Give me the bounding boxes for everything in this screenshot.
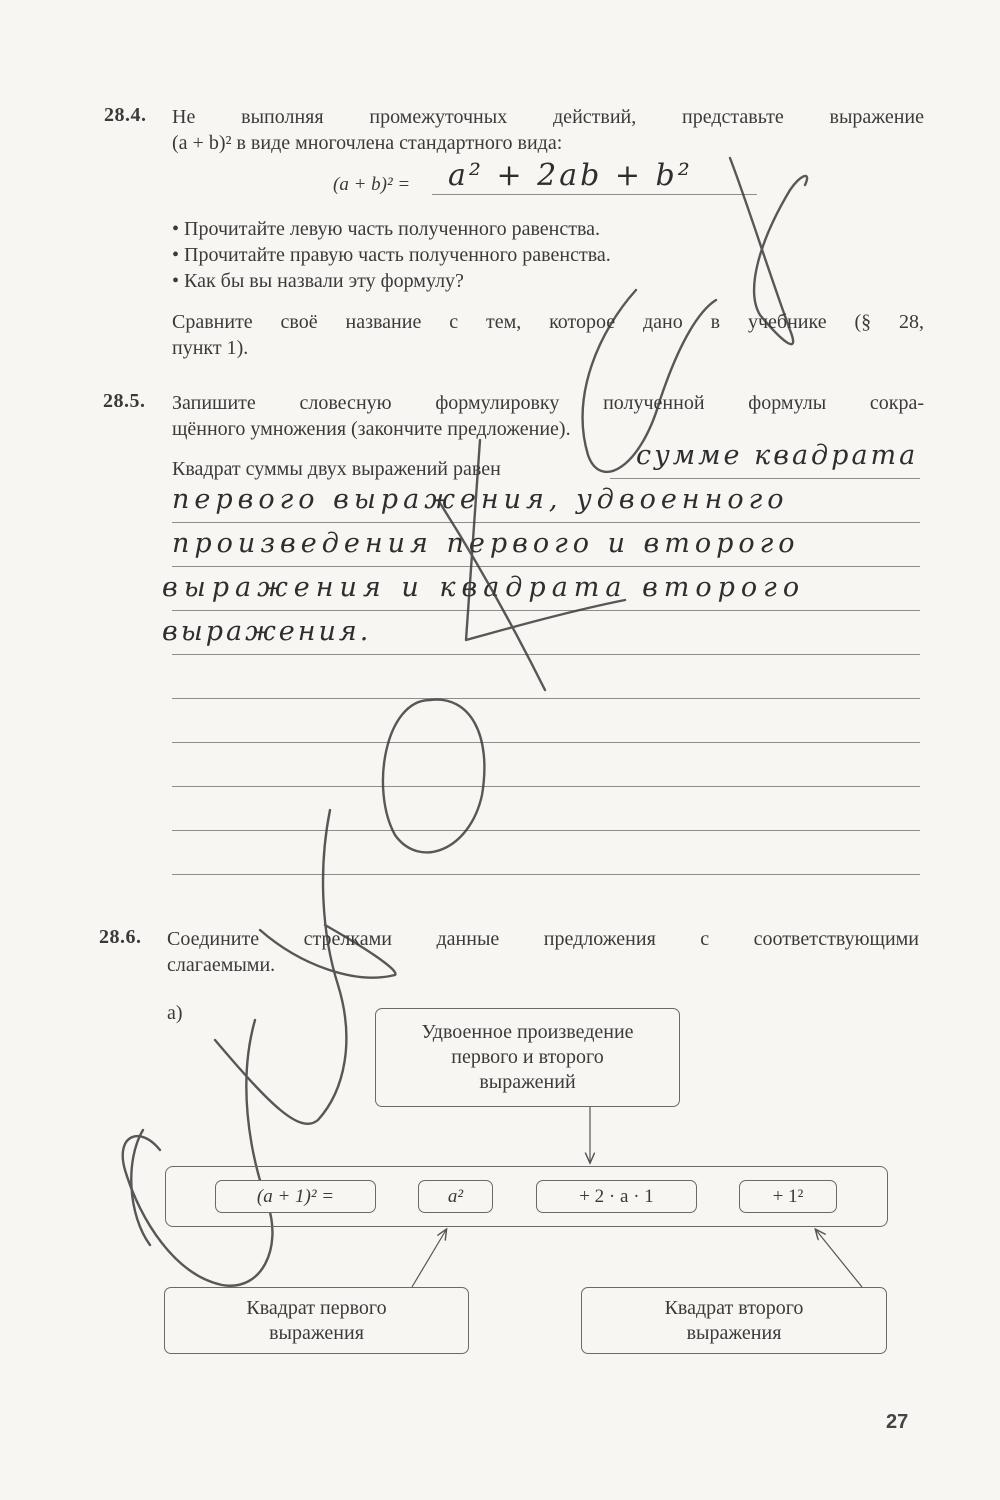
bullet-1: • Прочитайте левую часть полученного равенства. bbox=[172, 218, 601, 240]
overlay-stroke-7 bbox=[260, 925, 395, 978]
overlay-stroke-5 bbox=[383, 700, 484, 853]
box-double-product-line1: Удвоенное произведение bbox=[421, 1021, 634, 1043]
exercise-28-6-task-line2: слагаемыми. bbox=[167, 954, 276, 976]
exercise-28-5-task-line1: Запишите словесную формулировку полученной формулы сокра- bbox=[172, 392, 924, 414]
arrow-second-square bbox=[816, 1230, 862, 1287]
overlay-stroke-9 bbox=[131, 1130, 150, 1245]
part-label-a: а) bbox=[167, 1002, 183, 1024]
handwritten-line-1: сумме квадрата bbox=[636, 440, 919, 471]
formula-left-side: (a + b)² = bbox=[333, 174, 411, 195]
box-double-product-line2: первого и второго bbox=[451, 1046, 604, 1068]
handwritten-answer-28-4: a² + 2ab + b² bbox=[448, 158, 693, 193]
arrow-first-square bbox=[412, 1230, 446, 1287]
box-second-square-line1: Квадрат второго bbox=[664, 1296, 804, 1319]
handwritten-line-3: произведения первого и второго bbox=[172, 528, 800, 559]
term-a-squared: a² bbox=[418, 1180, 493, 1213]
box-first-square bbox=[164, 1287, 469, 1354]
box-first-square-line2: выражения bbox=[269, 1321, 364, 1344]
exercise-28-5-task-line2: щённого умножения (закончите предложение). bbox=[172, 418, 571, 440]
term-binomial-square: (a + 1)² = bbox=[215, 1180, 376, 1213]
exercise-28-4-task-line2: (a + b)² в виде многочлена стандартного вида: bbox=[172, 132, 563, 154]
compare-line-1: Сравните своё название с тем, которое дано в учебнике (§ 28, bbox=[172, 311, 924, 333]
handwritten-line-4: выражения и квадрата второго bbox=[162, 572, 806, 603]
term-one-squared: + 1² bbox=[739, 1180, 837, 1213]
term-double-product: + 2 · a · 1 bbox=[536, 1180, 697, 1213]
compare-line-2: пункт 1). bbox=[172, 337, 249, 359]
overlay-stroke-2 bbox=[583, 290, 716, 472]
bullet-3: • Как бы вы назвали эту формулу? bbox=[172, 270, 464, 292]
exercise-28-6-task-line1: Соедините стрелками данные предложения с соответствующими bbox=[167, 928, 919, 950]
box-double-product bbox=[375, 1008, 680, 1107]
handwritten-line-5: выражения. bbox=[162, 616, 372, 647]
overlay-stroke-6 bbox=[215, 810, 346, 1124]
sentence-prompt: Квадрат суммы двух выражений равен bbox=[172, 458, 501, 480]
exercise-number-28-6: 28.6. bbox=[99, 926, 142, 948]
exercise-28-4-task-line1: Не выполняя промежуточных действий, представьте выражение bbox=[172, 106, 924, 128]
overlay-stroke-3 bbox=[438, 500, 545, 690]
page-number: 27 bbox=[886, 1411, 909, 1433]
box-second-square-line2: выражения bbox=[686, 1321, 782, 1344]
overlay-stroke-1 bbox=[730, 158, 807, 344]
box-first-square-line1: Квадрат первого bbox=[246, 1296, 387, 1319]
box-second-square bbox=[581, 1287, 887, 1354]
exercise-number-28-5: 28.5. bbox=[103, 390, 146, 412]
box-double-product-line3: выражений bbox=[479, 1071, 576, 1093]
overlay-stroke-8 bbox=[123, 1020, 273, 1286]
exercise-number-28-4: 28.4. bbox=[104, 104, 147, 126]
handwritten-line-2: первого выражения, удвоенного bbox=[172, 484, 789, 515]
bullet-2: • Прочитайте правую часть полученного равенства. bbox=[172, 244, 611, 266]
